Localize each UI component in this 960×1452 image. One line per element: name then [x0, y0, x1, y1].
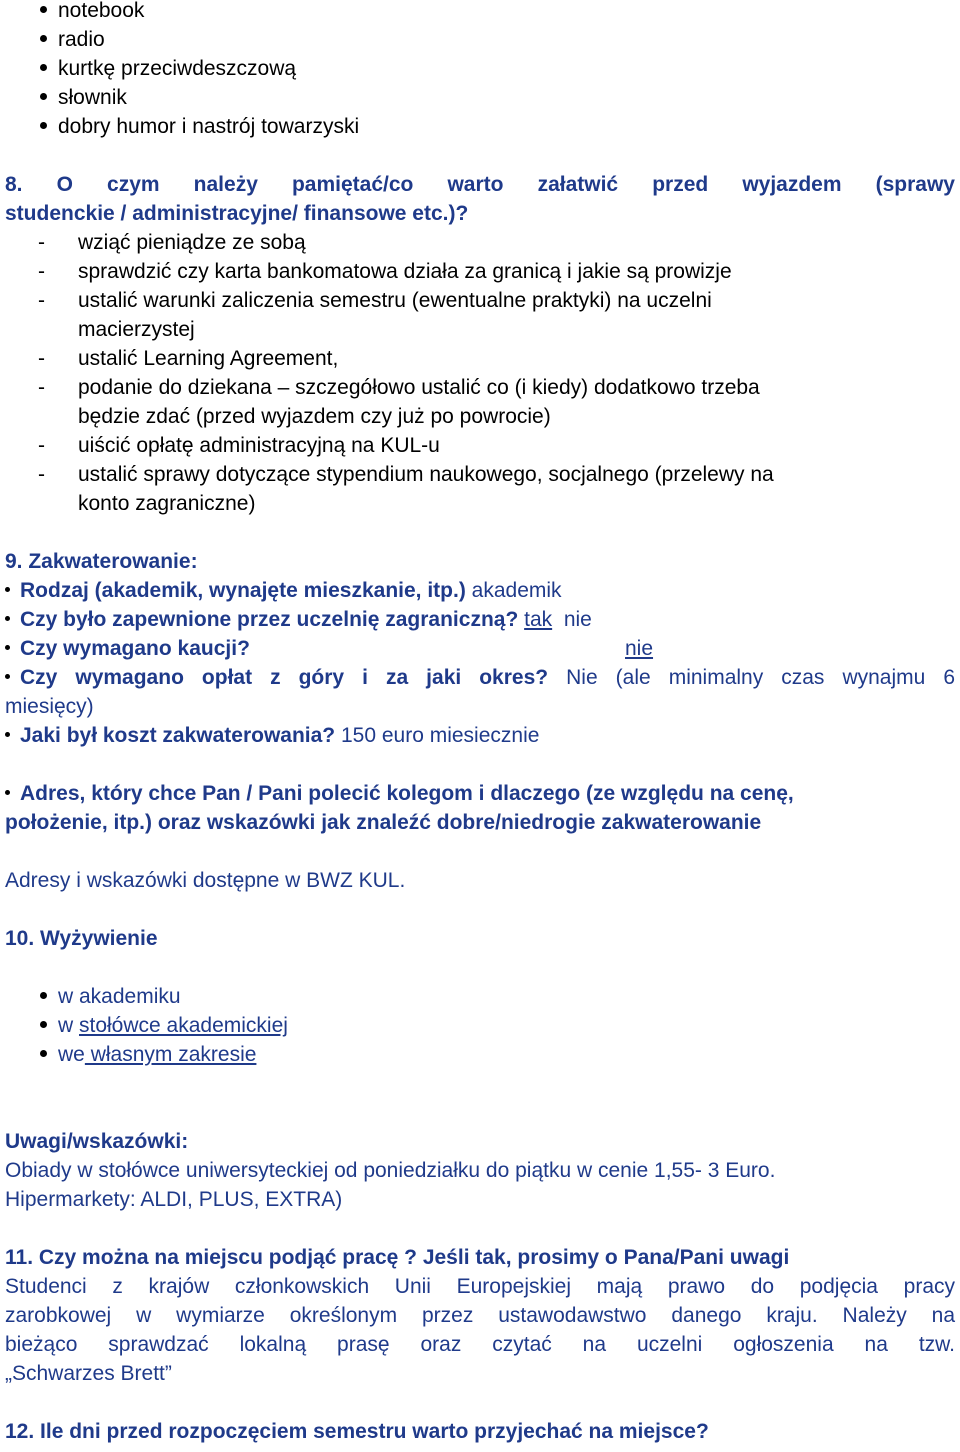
list-item: - sprawdzić czy karta bankomatowa działa za granicą i jakie są prowizje [38, 260, 732, 283]
notes-title: Uwagi/wskazówki: [5, 1130, 189, 1153]
question-row: Jaki był koszt zakwaterowania? 150 euro miesiecznie [5, 722, 955, 750]
bullet-icon [5, 645, 10, 650]
bullet-icon [40, 93, 47, 100]
question-row: Rodzaj (akademik, wynajęte mieszkanie, itp.) akademik [5, 577, 955, 605]
section-9-title: 9. Zakwaterowanie: [5, 550, 198, 573]
list-item-cont: konto zagraniczne) [78, 492, 256, 515]
list-item: w stołówce akademickiej [40, 1012, 955, 1040]
list-item: radio [40, 26, 955, 54]
bullet-icon [40, 35, 47, 42]
bullet-icon [5, 587, 10, 592]
notes-text: Hipermarkety: ALDI, PLUS, EXTRA) [5, 1188, 343, 1211]
answer-text: bieżąco sprawdzać lokalną prasę oraz czytać na uczelni ogłoszenia na tzw. [5, 1333, 955, 1356]
notes-text: Obiady w stołówce uniwersyteckiej od poniedziałku do piątku w cenie 1,55- 3 Euro. [5, 1159, 776, 1182]
section-8-title: 8. O czym należy pamiętać/co warto załatwić przed wyjazdem (sprawy [5, 173, 955, 196]
list-item: kurtkę przeciwdeszczową [40, 55, 955, 83]
question-row: Adres, który chce Pan / Pani polecić kolegom i dlaczego (ze względu na cenę, [5, 780, 955, 808]
bullet-icon [5, 674, 10, 679]
section-12-title: 12. Ile dni przed rozpoczęciem semestru warto przyjechać na miejsce? [5, 1420, 709, 1443]
list-item: - ustalić sprawy dotyczące stypendium naukowego, socjalnego (przelewy na [38, 463, 774, 486]
list-item: - podanie do dziekana – szczegółowo ustalić co (i kiedy) dodatkowo trzeba [38, 376, 760, 399]
answer-cont: miesięcy) [5, 695, 94, 718]
list-item: - ustalić Learning Agreement, [38, 347, 339, 370]
list-item: dobry humor i nastrój towarzyski [40, 113, 955, 141]
list-item: - uiścić opłatę administracyjną na KUL-u [38, 434, 440, 457]
answer-text: zarobkowej w wymiarze określonym przez ustawodawstwo danego kraju. Należy na [5, 1304, 955, 1327]
bullet-icon [40, 6, 47, 13]
answer-text: „Schwarzes Brett” [5, 1362, 172, 1385]
question-cont: położenie, itp.) oraz wskazówki jak znaleźć dobre/niedrogie zakwaterowanie [5, 811, 762, 834]
bullet-icon [5, 732, 10, 737]
bullet-icon [40, 992, 47, 999]
bullet-icon [40, 122, 47, 129]
list-item: w akademiku [40, 983, 955, 1011]
bullet-icon [5, 790, 10, 795]
section-11-title: 11. Czy można na miejscu podjąć pracę ? Jeśli tak, prosimy o Pana/Pani uwagi [5, 1246, 790, 1269]
answer-text: Adresy i wskazówki dostępne w BWZ KUL. [5, 869, 406, 892]
section-10-title: 10. Wyżywienie [5, 927, 158, 950]
list-item: - ustalić warunki zaliczenia semestru (ewentualne praktyki) na uczelni [38, 289, 712, 312]
bullet-icon [40, 1050, 47, 1057]
section-8-title-cont: studenckie / administracyjne/ finansowe etc.)? [5, 202, 469, 225]
list-item-cont: będzie zdać (przed wyjazdem czy już po powrocie) [78, 405, 551, 428]
bullet-icon [5, 616, 10, 621]
bullet-icon [40, 64, 47, 71]
answer-text: Studenci z krajów członkowskich Unii Europejskiej mają prawo do podjęcia pracy [5, 1275, 955, 1298]
question-row: Czy wymagano opłat z góry i za jaki okres? Nie (ale minimalny czas wynajmu 6 [5, 664, 955, 692]
question-row: Czy wymagano kaucji? nie [5, 635, 955, 663]
list-item: we własnym zakresie [40, 1041, 955, 1069]
list-item: notebook [40, 0, 955, 25]
list-item: - wziąć pieniądze ze sobą [38, 231, 306, 254]
question-row: Czy było zapewnione przez uczelnię zagraniczną? tak nie [5, 606, 955, 634]
list-item: słownik [40, 84, 955, 112]
bullet-icon [40, 1021, 47, 1028]
list-item-cont: macierzystej [78, 318, 195, 341]
